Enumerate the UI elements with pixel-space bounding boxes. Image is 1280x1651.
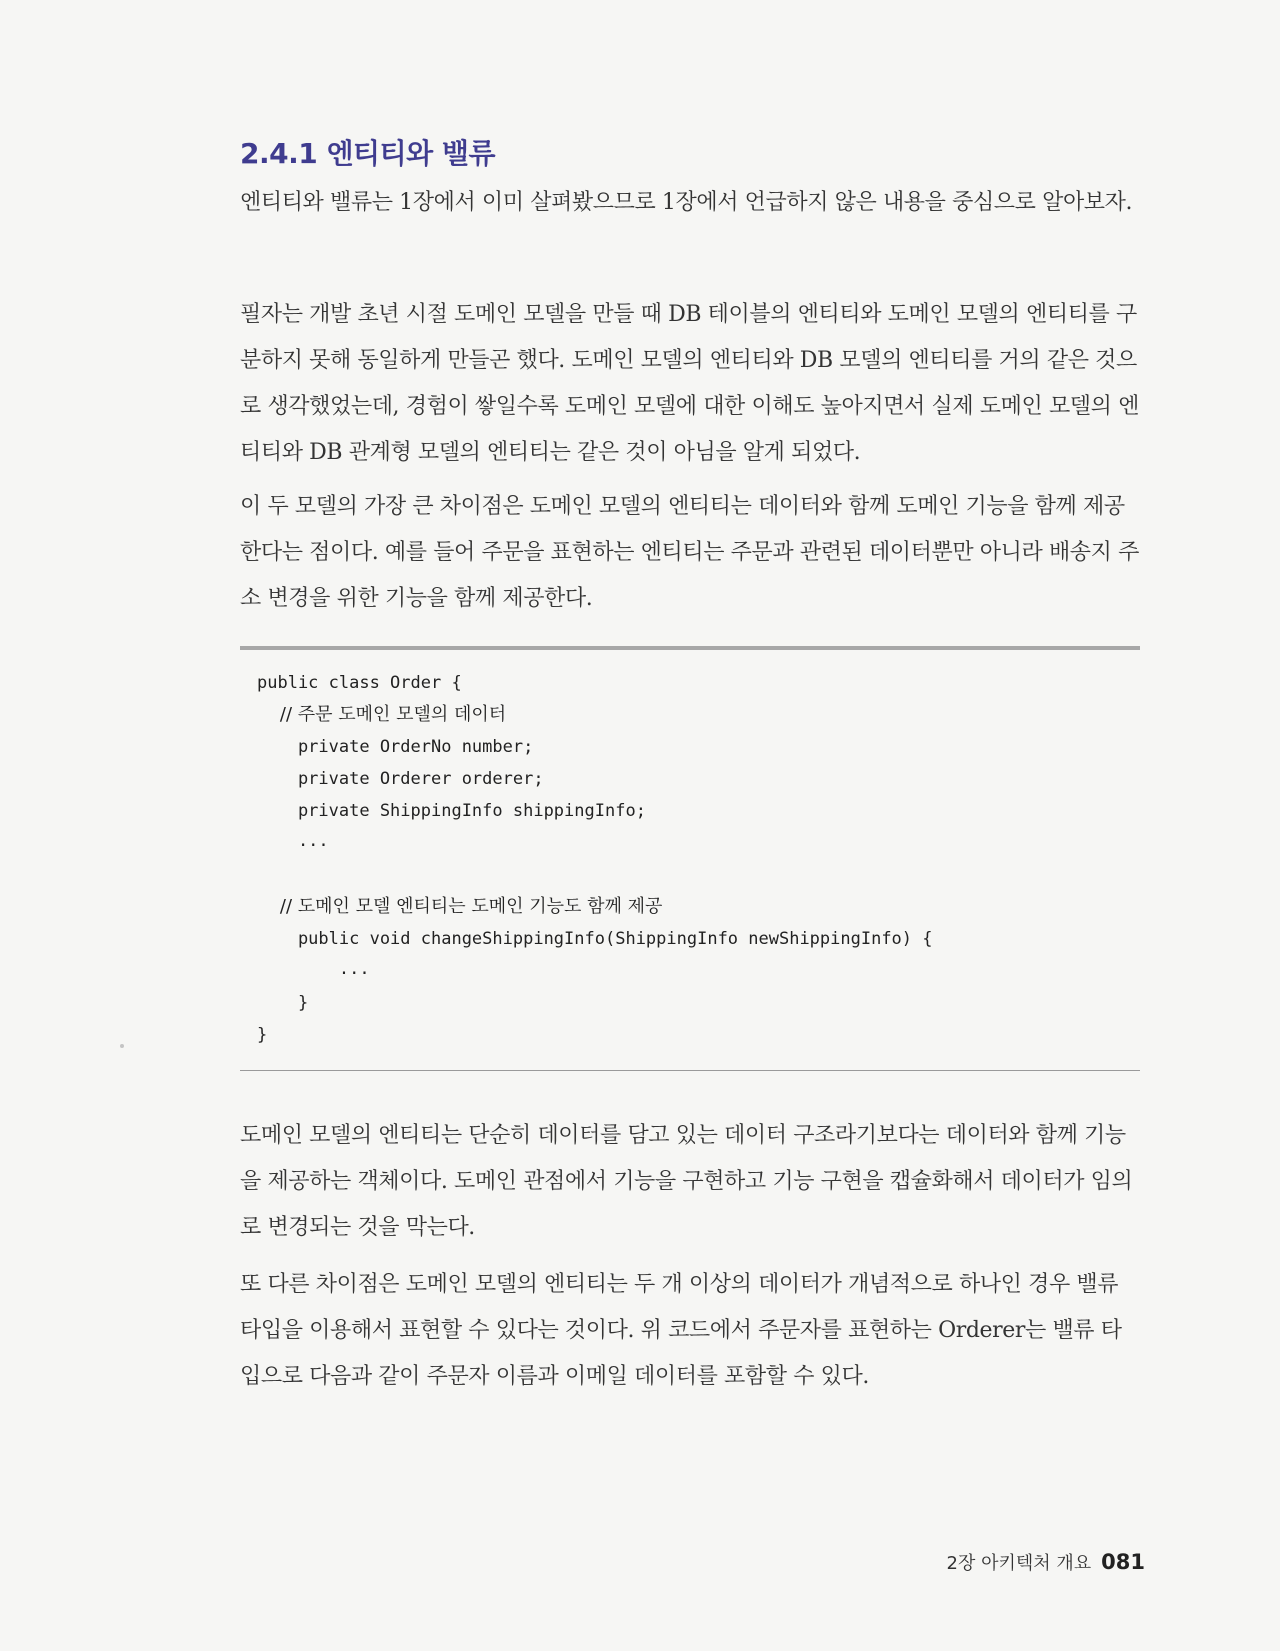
code-line: public class Order { [257,673,462,693]
code-line: ... [257,959,370,979]
code-line: private ShippingInfo shippingInfo; [257,801,646,821]
code-line: } [257,1025,268,1045]
code-line: private Orderer orderer; [257,769,544,789]
code-comment: // 주문 도메인 모델의 데이터 [257,704,507,725]
paragraph-entity-function: 도메인 모델의 엔티티는 단순히 데이터를 담고 있는 데이터 구조라기보다는 데이터와 함께 기능을 제공하는 객체이다. 도메인 관점에서 기능을 구현하고 기능 구현을 캡슐화해서 데이터가 임의로 변경되는 것을 막는다. [240,1123,1133,1240]
code-line: private OrderNo number; [257,737,534,757]
code-line: public void changeShippingInfo(ShippingInfo newShippingInfo) { [257,929,933,949]
section-heading: 2.4.1 엔티티와 밸류 [240,137,496,170]
code-comment: // 도메인 모델 엔티티는 도메인 기능도 함께 제공 [257,896,663,917]
page-footer [947,1549,1145,1575]
scan-speck [120,1044,124,1048]
paragraph-intro: 엔티티와 밸류는 1장에서 이미 살펴봤으므로 1장에서 언급하지 않은 내용을 중심으로 알아보자. [240,190,1133,215]
chapter-title: 2장 아키텍처 개요 [946,1553,1092,1574]
code-block [240,646,1140,1071]
page-number: 081 [1101,1550,1145,1574]
code-line: ... [257,831,329,851]
paragraph-difference: 이 두 모델의 가장 큰 차이점은 도메인 모델의 엔티티는 데이터와 함께 도메인 기능을 함께 제공한다는 점이다. 예를 들어 주문을 표현하는 엔티티는 주문과 관련된 데이터뿐만 아니라 배송지 주소 변경을 위한 기능을 함께 제공한다. [240,494,1139,611]
paragraph-history: 필자는 개발 초년 시절 도메인 모델을 만들 때 DB 테이블의 엔티티와 도메인 모델의 엔티티를 구분하지 못해 동일하게 만들곤 했다. 도메인 모델의 엔티티와 DB 모델의 엔티티를 거의 같은 것으로 생각했었는데, 경험이 쌓일수록 도메인 모델에 대한 이해도 높아지면서 실제 도메인 모델의 엔티티와 DB 관계형 모델의 엔티티는 같은 것이 아님을 알게 되었다. [240,302,1139,465]
paragraph-value-type: 또 다른 차이점은 도메인 모델의 엔티티는 두 개 이상의 데이터가 개념적으로 하나인 경우 밸류 타입을 이용해서 표현할 수 있다는 것이다. 위 코드에서 주문자를 표현하는 Orderer는 밸류 타입으로 다음과 같이 주문자 이름과 이메일 데이터를 포함할 수 있다. [240,1272,1122,1389]
code-line: } [257,993,309,1013]
